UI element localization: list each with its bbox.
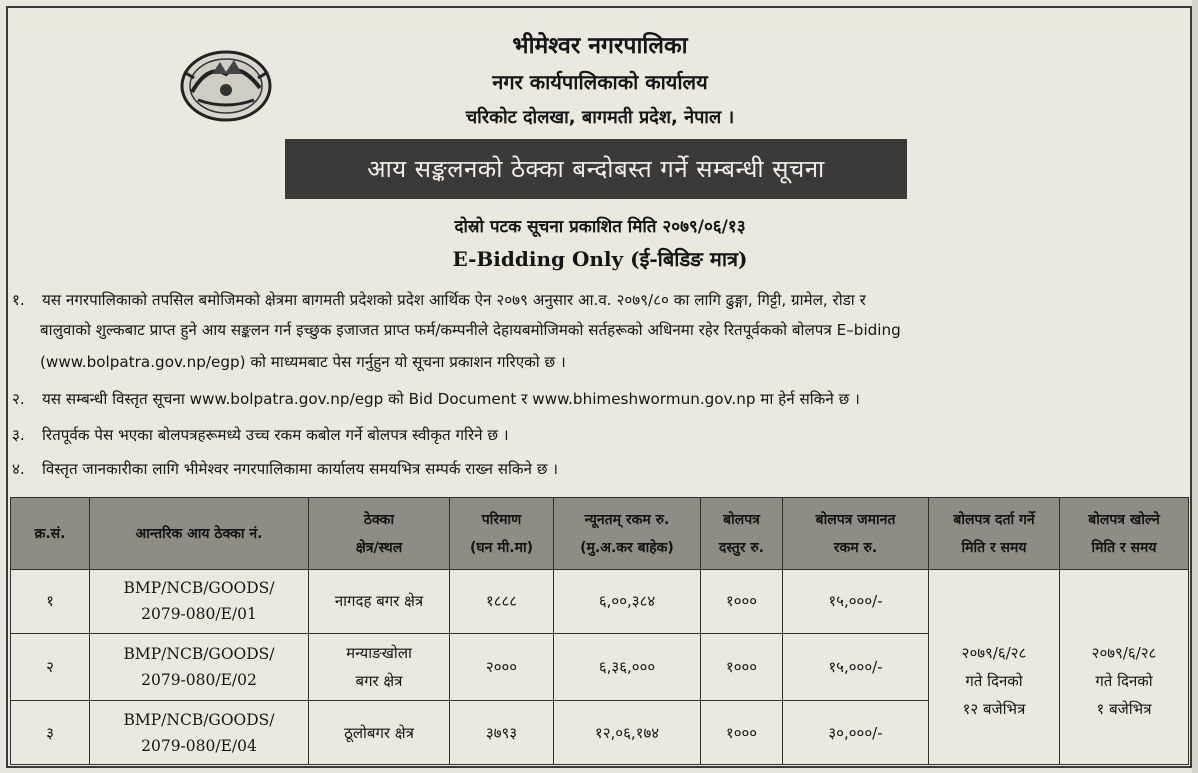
cell-text: 2079-080/E/01 [141, 605, 257, 624]
cell-text: गते दिनको [1095, 672, 1153, 690]
contract-table [10, 497, 1189, 765]
header-text: परिमाण [481, 511, 522, 528]
cell-text: १२ बजेभित्र [962, 700, 1026, 718]
clause-text: बालुवाको शुल्कबाट प्राप्त हुने आय सङ्कलन गर्न इच्छुक इजाजत प्राप्त फर्म/कम्पनीले देहायबमोजिमको सर्तहरूको अधिनमा रहेर रितपूर्वकको बोलपत्र E–biding [40, 321, 901, 339]
header-area [309, 498, 450, 570]
cell-text: BMP/NCB/GOODS/ [123, 710, 275, 729]
header-text: मिति र समय [1091, 539, 1157, 556]
cell-sn: ३ [11, 701, 90, 765]
clause-text: रितपूर्वक पेस भएका बोलपत्रहरूमध्ये उच्च रकम कबोल गर्ने बोलपत्र स्वीकृत गरिने छ । [42, 426, 509, 444]
cell-bid-fee: १००० [701, 633, 783, 701]
cell-quantity: ३७९३ [450, 701, 554, 765]
cell-area: नागदह बगर क्षेत्र [309, 570, 450, 634]
header-contract-no [90, 498, 309, 570]
cell-area [309, 633, 450, 701]
header-bid-fee [701, 498, 783, 570]
cell-text: बगर क्षेत्र [355, 671, 403, 690]
cell-contract-no [90, 633, 309, 701]
cell-contract-no [90, 570, 309, 634]
header-text: बोलपत्र जमानत [815, 511, 896, 528]
header-text: (घन मी.मा) [469, 539, 534, 556]
cell-text: २०७९/६/२८ [1091, 644, 1157, 662]
cell-min-amount: ६,३६,००० [554, 633, 701, 701]
cell-quantity: १८८८ [450, 570, 554, 634]
cell-min-amount: ६,००,३८४ [554, 570, 701, 634]
clause-text: यस सम्बन्धी विस्तृत सूचना www.bolpatra.gov.np/egp को Bid Document र www.bhimeshwormun.gov.np मा हेर्न सकिने छ । [42, 390, 860, 408]
cell-opening [1060, 570, 1189, 765]
notice-title-banner: आय सङ्कलनको ठेक्का बन्दोबस्त गर्ने सम्बन्धी सूचना [285, 139, 907, 199]
header-text: क्र.सं. [34, 525, 66, 542]
cell-min-amount: १२,०६,१७४ [554, 701, 701, 765]
spacer [1064, 611, 1184, 639]
ebidding-line: E-Bidding Only (ई-बिडिङ मात्र) [452, 247, 748, 271]
cell-text: मन्याङखोला [346, 643, 412, 662]
cell-quantity: २००० [450, 633, 554, 701]
header-bid-security [783, 498, 929, 570]
header-text: बोलपत्र खोल्ने [1088, 511, 1160, 528]
cell-bid-security: १५,०००/- [783, 633, 929, 701]
cell-area: ठूलोबगर क्षेत्र [309, 701, 450, 765]
office-name: नगर कार्यपालिकाको कार्यालय [492, 70, 708, 94]
cell-contract-no [90, 701, 309, 765]
cell-text: २०७९/६/२८ [961, 644, 1027, 662]
publish-date-line: दोस्रो पटक सूचना प्रकाशित मिति २०७९/०६/१३ [454, 217, 746, 237]
cell-bid-fee: १००० [701, 701, 783, 765]
cell-bid-fee: १००० [701, 570, 783, 634]
header-text: बोलपत्र [723, 511, 760, 528]
clause-text: यस नगरपालिकाको तपसिल बमोजिमको क्षेत्रमा बागमती प्रदेशको प्रदेश आर्थिक ऐन २०७९ अनुसार आ.व. २०७९/८० का लागि ढुङ्गा, गिट्टी, ग्रामेल, रोडा र [42, 291, 866, 309]
cell-bid-security: ३०,०००/- [783, 701, 929, 765]
cell-sn: २ [11, 633, 90, 701]
cell-text: १ बजेभित्र [1096, 700, 1152, 718]
header-text: न्यूनतम् रकम रु. [584, 511, 670, 528]
header-text: रकम रु. [833, 539, 878, 556]
header-text: मिति र समय [961, 539, 1027, 556]
table-row [11, 570, 1189, 634]
header-text: बोलपत्र दर्ता गर्ने [953, 511, 1035, 528]
header-text: दस्तुर रु. [718, 539, 765, 556]
cell-text: गते दिनको [965, 672, 1023, 690]
table-header-row [11, 498, 1189, 570]
header-text: (मु.अ.कर बाहेक) [580, 539, 674, 556]
cell-text: 2079-080/E/02 [141, 670, 257, 689]
adjacent-page-edge [1192, 0, 1198, 773]
header-text: आन्तरिक आय ठेक्का नं. [135, 525, 263, 542]
cell-sn: १ [11, 570, 90, 634]
header-text: क्षेत्र/स्थल [355, 539, 403, 556]
clause-number: ३. [12, 426, 25, 444]
header-opening [1060, 498, 1189, 570]
cell-bid-security: १५,०००/- [783, 570, 929, 634]
cell-text: BMP/NCB/GOODS/ [123, 644, 275, 663]
cell-registration [929, 570, 1060, 765]
cell-text: BMP/NCB/GOODS/ [123, 579, 275, 598]
header-registration [929, 498, 1060, 570]
clause-text: (www.bolpatra.gov.np/egp) को माध्यमबाट पेस गर्नुहुन यो सूचना प्रकाशन गरिएको छ । [40, 353, 566, 371]
cell-text: 2079-080/E/04 [141, 736, 257, 755]
clause-number: ४. [12, 460, 25, 478]
header-sn [11, 498, 90, 570]
office-address: चरिकोट दोलखा, बागमती प्रदेश, नेपाल । [465, 107, 735, 128]
spacer [933, 611, 1055, 639]
header-text: ठेक्का [363, 511, 395, 528]
clause-number: २. [12, 390, 25, 408]
clause-number: १. [12, 291, 25, 309]
municipality-name: भीमेश्वर नगरपालिका [512, 33, 688, 59]
clause-text: विस्तृत जानकारीका लागि भीमेश्वर नगरपालिकामा कार्यालय समयभित्र सम्पर्क राख्न सकिने छ । [42, 460, 559, 478]
header-quantity [450, 498, 554, 570]
nepal-emblem-icon [178, 44, 274, 124]
header-min-amount [554, 498, 701, 570]
